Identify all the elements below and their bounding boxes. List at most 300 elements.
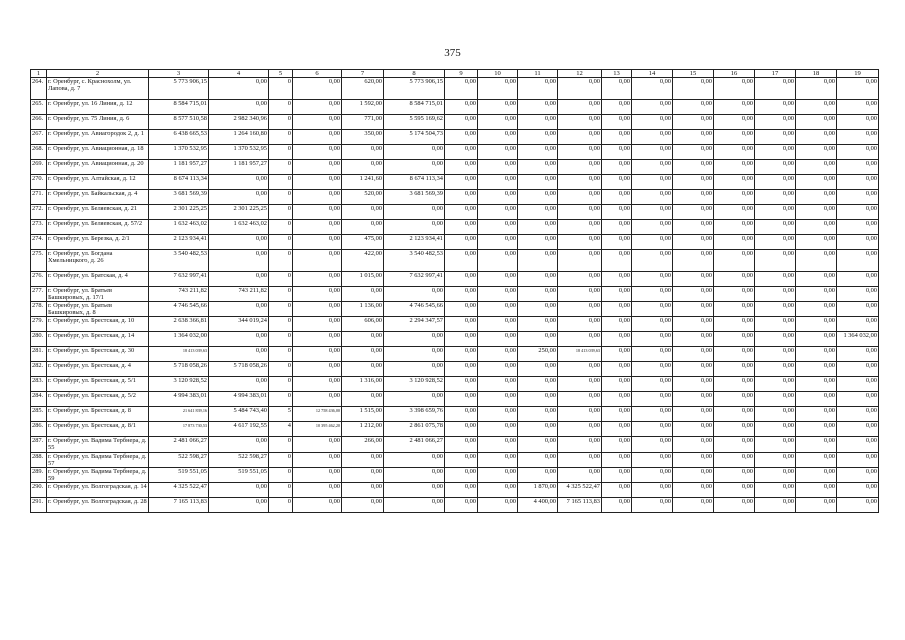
value-cell: 0,00 <box>796 332 837 347</box>
value-cell: 0,00 <box>478 467 518 482</box>
value-cell: 0,00 <box>796 190 837 205</box>
value-cell: 0,00 <box>293 115 342 130</box>
value-cell: 0,00 <box>796 407 837 422</box>
value-cell: 0,00 <box>837 115 879 130</box>
table-row <box>31 205 879 220</box>
value-cell: 344 019,24 <box>209 317 269 332</box>
value-cell: 0,00 <box>602 332 632 347</box>
table-row <box>31 392 879 407</box>
value-cell: 0,00 <box>602 497 632 512</box>
row-number-cell: 284. <box>31 392 47 407</box>
value-cell: 0,00 <box>602 220 632 235</box>
value-cell: 519 551,05 <box>209 467 269 482</box>
value-cell: 0,00 <box>837 190 879 205</box>
value-cell: 0 <box>269 272 293 287</box>
value-cell: 0 <box>269 332 293 347</box>
value-cell: 0,00 <box>755 452 796 467</box>
value-cell: 0,00 <box>445 317 478 332</box>
value-cell: 8 584 715,01 <box>149 100 209 115</box>
table-row <box>31 287 879 302</box>
value-cell: 1 316,00 <box>342 377 384 392</box>
value-cell: 0,00 <box>796 392 837 407</box>
value-cell: 0,00 <box>755 115 796 130</box>
value-cell: 0,00 <box>602 287 632 302</box>
value-cell: 0,00 <box>445 407 478 422</box>
value-cell: 7 165 113,83 <box>149 497 209 512</box>
value-cell: 0,00 <box>796 302 837 317</box>
value-cell: 0,00 <box>602 145 632 160</box>
column-number-header: 9 <box>445 70 478 78</box>
row-number-cell: 267. <box>31 130 47 145</box>
value-cell: 4 746 545,66 <box>384 302 445 317</box>
value-cell: 0,00 <box>602 175 632 190</box>
value-cell: 3 398 659,76 <box>384 407 445 422</box>
value-cell: 0,00 <box>714 272 755 287</box>
value-cell: 0,00 <box>796 78 837 100</box>
value-cell: 0,00 <box>602 392 632 407</box>
row-number-cell: 271. <box>31 190 47 205</box>
value-cell: 0,00 <box>558 250 602 272</box>
value-cell: 0,00 <box>384 347 445 362</box>
value-cell: 0,00 <box>837 145 879 160</box>
value-cell: 0,00 <box>293 437 342 452</box>
value-cell: 0,00 <box>293 467 342 482</box>
value-cell: 0,00 <box>478 362 518 377</box>
value-cell: 18 413 039,63 <box>149 347 209 362</box>
value-cell: 0,00 <box>632 175 673 190</box>
value-cell: 0,00 <box>673 347 714 362</box>
value-cell: 0,00 <box>837 160 879 175</box>
value-cell: 0,00 <box>478 175 518 190</box>
value-cell: 0,00 <box>632 287 673 302</box>
value-cell: 0,00 <box>632 317 673 332</box>
value-cell: 0 <box>269 115 293 130</box>
value-cell: 0,00 <box>209 78 269 100</box>
value-cell: 0,00 <box>518 287 558 302</box>
value-cell: 0,00 <box>478 452 518 467</box>
value-cell: 0,00 <box>209 272 269 287</box>
column-number-header-row <box>31 70 879 78</box>
value-cell: 0,00 <box>632 160 673 175</box>
value-cell: 0,00 <box>755 482 796 497</box>
value-cell: 0,00 <box>342 205 384 220</box>
value-cell: 7 632 997,41 <box>149 272 209 287</box>
table-row <box>31 100 879 115</box>
value-cell: 0,00 <box>209 482 269 497</box>
address-cell: г. Оренбург, ул. Волгоградская, д. 14 <box>47 482 149 497</box>
column-number-header: 14 <box>632 70 673 78</box>
value-cell: 0,00 <box>673 175 714 190</box>
value-cell: 0,00 <box>293 302 342 317</box>
value-cell: 0,00 <box>293 160 342 175</box>
value-cell: 0,00 <box>518 235 558 250</box>
value-cell: 0,00 <box>796 347 837 362</box>
value-cell: 8 674 113,34 <box>149 175 209 190</box>
value-cell: 0,00 <box>558 175 602 190</box>
table-row <box>31 332 879 347</box>
address-cell: г. Оренбург, ул. Авиационная, д. 18 <box>47 145 149 160</box>
value-cell: 0,00 <box>673 115 714 130</box>
row-number-cell: 288. <box>31 452 47 467</box>
value-cell: 0,00 <box>445 362 478 377</box>
value-cell: 0,00 <box>673 100 714 115</box>
address-cell: г. Оренбург, ул. 16 Линия, д. 12 <box>47 100 149 115</box>
value-cell: 2 294 347,57 <box>384 317 445 332</box>
value-cell: 0,00 <box>796 362 837 377</box>
value-cell: 0,00 <box>837 235 879 250</box>
address-cell: г. Оренбург, ул. Братьев Башкировых, д. 17/1 <box>47 287 149 302</box>
row-number-cell: 273. <box>31 220 47 235</box>
value-cell: 350,00 <box>342 130 384 145</box>
value-cell: 0,00 <box>558 332 602 347</box>
value-cell: 0,00 <box>293 497 342 512</box>
value-cell: 5 718 058,26 <box>209 362 269 377</box>
value-cell: 0,00 <box>602 190 632 205</box>
capital-repair-table <box>30 69 879 513</box>
value-cell: 1 264 160,80 <box>209 130 269 145</box>
value-cell: 0,00 <box>755 130 796 145</box>
value-cell: 0,00 <box>602 362 632 377</box>
value-cell: 0,00 <box>673 272 714 287</box>
value-cell: 0,00 <box>478 422 518 437</box>
address-cell: г. Оренбург, ул. Беляевская, д. 57/2 <box>47 220 149 235</box>
value-cell: 5 <box>269 407 293 422</box>
value-cell: 0,00 <box>673 377 714 392</box>
row-number-cell: 286. <box>31 422 47 437</box>
value-cell: 0,00 <box>673 362 714 377</box>
value-cell: 0,00 <box>632 145 673 160</box>
value-cell: 0,00 <box>445 235 478 250</box>
value-cell: 0,00 <box>602 482 632 497</box>
value-cell: 0,00 <box>796 175 837 190</box>
value-cell: 0,00 <box>796 482 837 497</box>
value-cell: 0,00 <box>558 272 602 287</box>
column-number-header: 2 <box>47 70 149 78</box>
value-cell: 0,00 <box>384 160 445 175</box>
value-cell: 0,00 <box>342 362 384 377</box>
value-cell: 8 674 113,34 <box>384 175 445 190</box>
value-cell: 0,00 <box>445 347 478 362</box>
value-cell: 3 540 482,53 <box>149 250 209 272</box>
value-cell: 0,00 <box>673 482 714 497</box>
value-cell: 0,00 <box>673 78 714 100</box>
value-cell: 0,00 <box>837 250 879 272</box>
value-cell: 0,00 <box>837 407 879 422</box>
value-cell: 0,00 <box>673 497 714 512</box>
column-number-header: 6 <box>293 70 342 78</box>
value-cell: 0,00 <box>478 130 518 145</box>
address-cell: г. Оренбург, ул. Алтайская, д. 12 <box>47 175 149 190</box>
value-cell: 0,00 <box>445 467 478 482</box>
address-cell: г. Оренбург, ул. Брестская, д. 8 <box>47 407 149 422</box>
value-cell: 0,00 <box>632 250 673 272</box>
value-cell: 0,00 <box>796 287 837 302</box>
value-cell: 0,00 <box>632 272 673 287</box>
row-number-cell: 282. <box>31 362 47 377</box>
value-cell: 0,00 <box>384 145 445 160</box>
value-cell: 1 632 463,02 <box>209 220 269 235</box>
value-cell: 1 241,60 <box>342 175 384 190</box>
value-cell: 0,00 <box>558 78 602 100</box>
value-cell: 0,00 <box>478 437 518 452</box>
value-cell: 0,00 <box>796 160 837 175</box>
value-cell: 0,00 <box>602 130 632 145</box>
value-cell: 0,00 <box>837 452 879 467</box>
value-cell: 0,00 <box>837 362 879 377</box>
value-cell: 0,00 <box>518 452 558 467</box>
value-cell: 0,00 <box>602 235 632 250</box>
row-number-cell: 264. <box>31 78 47 100</box>
value-cell: 0,00 <box>632 235 673 250</box>
value-cell: 0,00 <box>796 115 837 130</box>
value-cell: 0,00 <box>558 452 602 467</box>
value-cell: 0,00 <box>518 160 558 175</box>
value-cell: 0,00 <box>293 100 342 115</box>
value-cell: 0,00 <box>755 190 796 205</box>
value-cell: 1 370 532,95 <box>209 145 269 160</box>
value-cell: 0,00 <box>342 332 384 347</box>
column-number-header: 19 <box>837 70 879 78</box>
value-cell: 0,00 <box>558 302 602 317</box>
value-cell: 0,00 <box>673 452 714 467</box>
value-cell: 4 746 545,66 <box>149 302 209 317</box>
value-cell: 0,00 <box>602 347 632 362</box>
value-cell: 0,00 <box>518 78 558 100</box>
value-cell: 0,00 <box>209 190 269 205</box>
value-cell: 0,00 <box>445 145 478 160</box>
value-cell: 0,00 <box>478 235 518 250</box>
value-cell: 0,00 <box>714 235 755 250</box>
value-cell: 0,00 <box>714 437 755 452</box>
column-number-header: 15 <box>673 70 714 78</box>
value-cell: 0,00 <box>602 377 632 392</box>
value-cell: 10 395 462,20 <box>293 422 342 437</box>
value-cell: 0,00 <box>558 190 602 205</box>
value-cell: 0,00 <box>632 115 673 130</box>
value-cell: 0,00 <box>714 78 755 100</box>
value-cell: 4 617 192,55 <box>209 422 269 437</box>
value-cell: 0,00 <box>837 392 879 407</box>
value-cell: 0 <box>269 347 293 362</box>
value-cell: 0,00 <box>445 392 478 407</box>
value-cell: 0 <box>269 220 293 235</box>
value-cell: 0,00 <box>673 332 714 347</box>
value-cell: 8 577 510,58 <box>149 115 209 130</box>
address-cell: г. Оренбург, ул. Братьев Башкировых, д. 8 <box>47 302 149 317</box>
row-number-cell: 285. <box>31 407 47 422</box>
value-cell: 0,00 <box>293 482 342 497</box>
value-cell: 0,00 <box>714 302 755 317</box>
address-cell: г. Оренбург, ул. Брестская, д. 14 <box>47 332 149 347</box>
value-cell: 0,00 <box>755 362 796 377</box>
column-number-header: 10 <box>478 70 518 78</box>
value-cell: 0,00 <box>342 467 384 482</box>
value-cell: 0,00 <box>558 145 602 160</box>
value-cell: 0,00 <box>478 205 518 220</box>
value-cell: 0,00 <box>558 115 602 130</box>
row-number-cell: 274. <box>31 235 47 250</box>
table-row <box>31 220 879 235</box>
value-cell: 0,00 <box>755 160 796 175</box>
value-cell: 0,00 <box>342 392 384 407</box>
value-cell: 0,00 <box>796 235 837 250</box>
value-cell: 0,00 <box>342 160 384 175</box>
value-cell: 0,00 <box>342 482 384 497</box>
value-cell: 0,00 <box>632 78 673 100</box>
value-cell: 0 <box>269 287 293 302</box>
address-cell: г. Оренбург, ул. Авиагородок 2, д. 1 <box>47 130 149 145</box>
value-cell: 0,00 <box>478 220 518 235</box>
address-cell: г. Оренбург, ул. Вадима Тербнера, д. 55 <box>47 437 149 452</box>
row-number-cell: 268. <box>31 145 47 160</box>
value-cell: 0,00 <box>755 235 796 250</box>
value-cell: 0,00 <box>558 317 602 332</box>
value-cell: 0,00 <box>632 205 673 220</box>
value-cell: 0,00 <box>478 145 518 160</box>
value-cell: 0,00 <box>478 377 518 392</box>
column-number-header: 18 <box>796 70 837 78</box>
value-cell: 0,00 <box>673 407 714 422</box>
value-cell: 0,00 <box>478 250 518 272</box>
value-cell: 0,00 <box>714 377 755 392</box>
value-cell: 0,00 <box>632 130 673 145</box>
value-cell: 0 <box>269 175 293 190</box>
value-cell: 4 994 383,01 <box>149 392 209 407</box>
value-cell: 0,00 <box>478 78 518 100</box>
value-cell: 0,00 <box>714 362 755 377</box>
address-cell: г. Оренбург, ул. Вадима Тербнера, д. 59 <box>47 467 149 482</box>
table-row <box>31 235 879 250</box>
value-cell: 0,00 <box>632 497 673 512</box>
table-row <box>31 437 879 452</box>
value-cell: 0,00 <box>445 332 478 347</box>
value-cell: 1 632 463,02 <box>149 220 209 235</box>
value-cell: 0,00 <box>714 115 755 130</box>
value-cell: 18 413 039,63 <box>558 347 602 362</box>
value-cell: 0,00 <box>445 78 478 100</box>
value-cell: 0,00 <box>558 220 602 235</box>
value-cell: 0,00 <box>755 422 796 437</box>
value-cell: 0,00 <box>602 452 632 467</box>
value-cell: 0,00 <box>837 422 879 437</box>
value-cell: 0,00 <box>445 190 478 205</box>
value-cell: 0 <box>269 317 293 332</box>
value-cell: 0,00 <box>673 190 714 205</box>
table-row <box>31 362 879 377</box>
value-cell: 0,00 <box>714 422 755 437</box>
value-cell: 0,00 <box>518 190 558 205</box>
value-cell: 0,00 <box>755 437 796 452</box>
value-cell: 0,00 <box>293 332 342 347</box>
value-cell: 0,00 <box>755 332 796 347</box>
value-cell: 0 <box>269 235 293 250</box>
value-cell: 2 123 934,41 <box>149 235 209 250</box>
value-cell: 0,00 <box>602 160 632 175</box>
value-cell: 0,00 <box>602 317 632 332</box>
value-cell: 0,00 <box>755 205 796 220</box>
value-cell: 0,00 <box>293 377 342 392</box>
value-cell: 1 364 032,00 <box>837 332 879 347</box>
value-cell: 0 <box>269 302 293 317</box>
value-cell: 0,00 <box>796 422 837 437</box>
row-number-cell: 283. <box>31 377 47 392</box>
value-cell: 0,00 <box>755 347 796 362</box>
value-cell: 0,00 <box>293 145 342 160</box>
value-cell: 0,00 <box>796 467 837 482</box>
value-cell: 0,00 <box>714 452 755 467</box>
value-cell: 0,00 <box>478 392 518 407</box>
value-cell: 2 982 340,96 <box>209 115 269 130</box>
value-cell: 0,00 <box>558 287 602 302</box>
row-number-cell: 277. <box>31 287 47 302</box>
value-cell: 771,00 <box>342 115 384 130</box>
value-cell: 5 773 906,15 <box>384 78 445 100</box>
value-cell: 4 325 522,47 <box>149 482 209 497</box>
value-cell: 0,00 <box>384 220 445 235</box>
value-cell: 0,00 <box>293 287 342 302</box>
value-cell: 0,00 <box>673 235 714 250</box>
row-number-cell: 281. <box>31 347 47 362</box>
value-cell: 0 <box>269 100 293 115</box>
address-cell: г. Оренбург, ул. Брестская, д. 30 <box>47 347 149 362</box>
value-cell: 0,00 <box>673 160 714 175</box>
address-cell: г. Оренбург, ул. Брестская, д. 5/1 <box>47 377 149 392</box>
value-cell: 0,00 <box>796 497 837 512</box>
value-cell: 0,00 <box>714 145 755 160</box>
value-cell: 1 136,00 <box>342 302 384 317</box>
table-row <box>31 130 879 145</box>
value-cell: 0,00 <box>755 287 796 302</box>
value-cell: 0,00 <box>293 220 342 235</box>
value-cell: 0,00 <box>445 160 478 175</box>
table-row <box>31 482 879 497</box>
value-cell: 0,00 <box>837 482 879 497</box>
value-cell: 0,00 <box>755 467 796 482</box>
value-cell: 0,00 <box>837 100 879 115</box>
value-cell: 0,00 <box>714 175 755 190</box>
address-cell: г. Оренбург, ул. Беляевская, д. 21 <box>47 205 149 220</box>
value-cell: 1 515,00 <box>342 407 384 422</box>
column-number-header: 7 <box>342 70 384 78</box>
value-cell: 0,00 <box>837 317 879 332</box>
value-cell: 0,00 <box>632 422 673 437</box>
value-cell: 743 211,82 <box>149 287 209 302</box>
value-cell: 0 <box>269 145 293 160</box>
value-cell: 1 015,00 <box>342 272 384 287</box>
value-cell: 6 438 665,53 <box>149 130 209 145</box>
value-cell: 0,00 <box>518 130 558 145</box>
value-cell: 0,00 <box>755 317 796 332</box>
value-cell: 0,00 <box>602 422 632 437</box>
value-cell: 0,00 <box>755 272 796 287</box>
value-cell: 0,00 <box>632 220 673 235</box>
value-cell: 0 <box>269 362 293 377</box>
value-cell: 0,00 <box>673 302 714 317</box>
value-cell: 0,00 <box>384 482 445 497</box>
value-cell: 0,00 <box>445 422 478 437</box>
value-cell: 1 212,00 <box>342 422 384 437</box>
value-cell: 2 301 225,25 <box>149 205 209 220</box>
value-cell: 0,00 <box>293 272 342 287</box>
table-row <box>31 115 879 130</box>
value-cell: 0,00 <box>558 100 602 115</box>
row-number-cell: 270. <box>31 175 47 190</box>
value-cell: 1 870,00 <box>518 482 558 497</box>
value-cell: 0,00 <box>445 497 478 512</box>
value-cell: 0,00 <box>755 302 796 317</box>
value-cell: 0,00 <box>837 130 879 145</box>
value-cell: 0,00 <box>755 377 796 392</box>
